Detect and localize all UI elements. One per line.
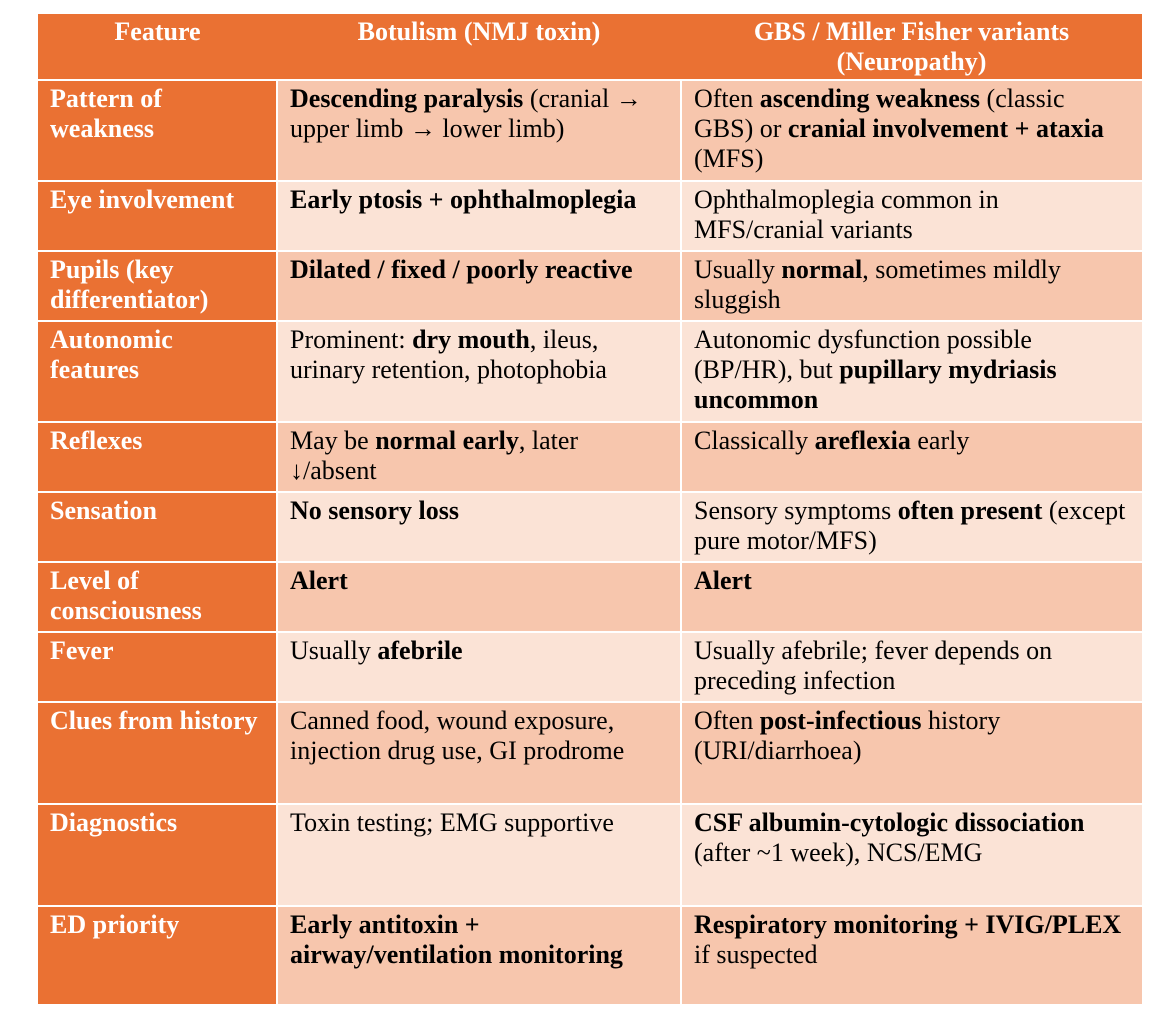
header-gbs: GBS / Miller Fisher variants (Neuropathy) xyxy=(681,14,1142,80)
cell-text: , sometimes mildly sluggish xyxy=(694,255,1061,314)
bold-text: cranial involvement + ataxia xyxy=(787,114,1104,143)
table-row xyxy=(38,80,1142,181)
cell-text: , ileus, urinary retention, photophobia xyxy=(290,325,607,384)
row-feature-label: Pupils (key differentiator) xyxy=(38,251,277,321)
bold-text: ascending weakness xyxy=(759,84,981,113)
header-row xyxy=(38,14,1142,80)
cell-text: (MFS) xyxy=(694,144,764,173)
gbs-cell xyxy=(681,321,1142,422)
botulism-cell xyxy=(277,492,681,562)
bold-text: pupillary mydriasis uncommon xyxy=(694,355,1057,414)
cell-text: May be xyxy=(290,426,376,455)
gbs-cell xyxy=(681,422,1142,492)
cell-text: Classically xyxy=(694,426,815,455)
bold-text: No sensory loss xyxy=(290,496,460,525)
cell-text: Autonomic dysfunction possible (BP/HR), but xyxy=(694,325,1032,384)
gbs-cell xyxy=(681,181,1142,251)
bold-text: post-infectious xyxy=(759,706,922,735)
cell-text: early xyxy=(910,426,970,455)
gbs-cell xyxy=(681,251,1142,321)
table-row xyxy=(38,562,1142,632)
comparison-table xyxy=(38,14,1142,1006)
bold-text: Early ptosis + ophthalmoplegia xyxy=(290,185,637,214)
botulism-cell xyxy=(277,251,681,321)
gbs-cell xyxy=(681,492,1142,562)
cell-text: Sensory symptoms xyxy=(694,496,898,525)
gbs-cell xyxy=(681,562,1142,632)
table-body xyxy=(38,80,1142,1005)
cell-text: Toxin testing; EMG supportive xyxy=(290,808,614,837)
gbs-cell xyxy=(681,632,1142,702)
cell-text: history (URI/diarrhoea) xyxy=(694,706,1001,765)
bold-text: Alert xyxy=(694,566,752,595)
table-row xyxy=(38,492,1142,562)
table-row xyxy=(38,906,1142,1005)
cell-text: Usually xyxy=(694,255,782,284)
bold-text: afebrile xyxy=(377,636,463,665)
bold-text: Early antitoxin + airway/ventilation monitoring xyxy=(290,910,623,969)
comparison-table-wrapper xyxy=(38,14,1142,1006)
botulism-cell xyxy=(277,422,681,492)
cell-text: , later ↓/absent xyxy=(290,426,579,485)
cell-text: if suspected xyxy=(694,940,818,969)
table-row xyxy=(38,632,1142,702)
cell-text: (after ~1 week), NCS/EMG xyxy=(694,838,983,867)
header-feature: Feature xyxy=(38,14,277,80)
row-feature-label: Pattern of weakness xyxy=(38,80,277,181)
cell-text: Often xyxy=(694,84,760,113)
bold-text: dry mouth xyxy=(412,325,530,354)
row-feature-label: Clues from history xyxy=(38,702,277,804)
row-feature-label: Diagnostics xyxy=(38,804,277,906)
gbs-cell xyxy=(681,80,1142,181)
row-feature-label: Eye involvement xyxy=(38,181,277,251)
bold-text: CSF albumin-cytologic dissociation xyxy=(694,808,1085,837)
table-row xyxy=(38,702,1142,804)
botulism-cell xyxy=(277,562,681,632)
cell-text: Usually xyxy=(290,636,378,665)
botulism-cell xyxy=(277,80,681,181)
row-feature-label: Reflexes xyxy=(38,422,277,492)
bold-text: often present xyxy=(897,496,1043,525)
header-botulism: Botulism (NMJ toxin) xyxy=(277,14,681,80)
row-feature-label: Fever xyxy=(38,632,277,702)
cell-text: Prominent: xyxy=(290,325,413,354)
table-row xyxy=(38,422,1142,492)
cell-text: Usually afebrile; fever depends on preceding infection xyxy=(694,636,1053,695)
row-feature-label: Autonomic features xyxy=(38,321,277,422)
gbs-cell xyxy=(681,906,1142,1005)
cell-text: (classic GBS) or xyxy=(694,84,1065,143)
botulism-cell xyxy=(277,321,681,422)
botulism-cell xyxy=(277,181,681,251)
bold-text: Respiratory monitoring + IVIG/PLEX xyxy=(694,910,1122,939)
row-feature-label: ED priority xyxy=(38,906,277,1005)
table-row xyxy=(38,804,1142,906)
row-feature-label: Level of consciousness xyxy=(38,562,277,632)
botulism-cell xyxy=(277,702,681,804)
table-row xyxy=(38,181,1142,251)
bold-text: normal xyxy=(781,255,863,284)
gbs-cell xyxy=(681,702,1142,804)
gbs-cell xyxy=(681,804,1142,906)
botulism-cell xyxy=(277,906,681,1005)
table-row xyxy=(38,321,1142,422)
cell-text: (cranial → upper limb → lower limb) xyxy=(290,84,642,143)
bold-text: areflexia xyxy=(814,426,911,455)
bold-text: normal early xyxy=(375,426,519,455)
bold-text: Descending paralysis xyxy=(290,84,524,113)
cell-text: Often xyxy=(694,706,760,735)
bold-text: Alert xyxy=(290,566,348,595)
botulism-cell xyxy=(277,804,681,906)
cell-text: Canned food, wound exposure, injection drug use, GI prodrome xyxy=(290,706,625,765)
bold-text: Dilated / fixed / poorly reactive xyxy=(290,255,633,284)
botulism-cell xyxy=(277,632,681,702)
row-feature-label: Sensation xyxy=(38,492,277,562)
table-row xyxy=(38,251,1142,321)
cell-text: Ophthalmoplegia common in MFS/cranial variants xyxy=(694,185,999,244)
cell-text: (except pure motor/MFS) xyxy=(694,496,1126,555)
